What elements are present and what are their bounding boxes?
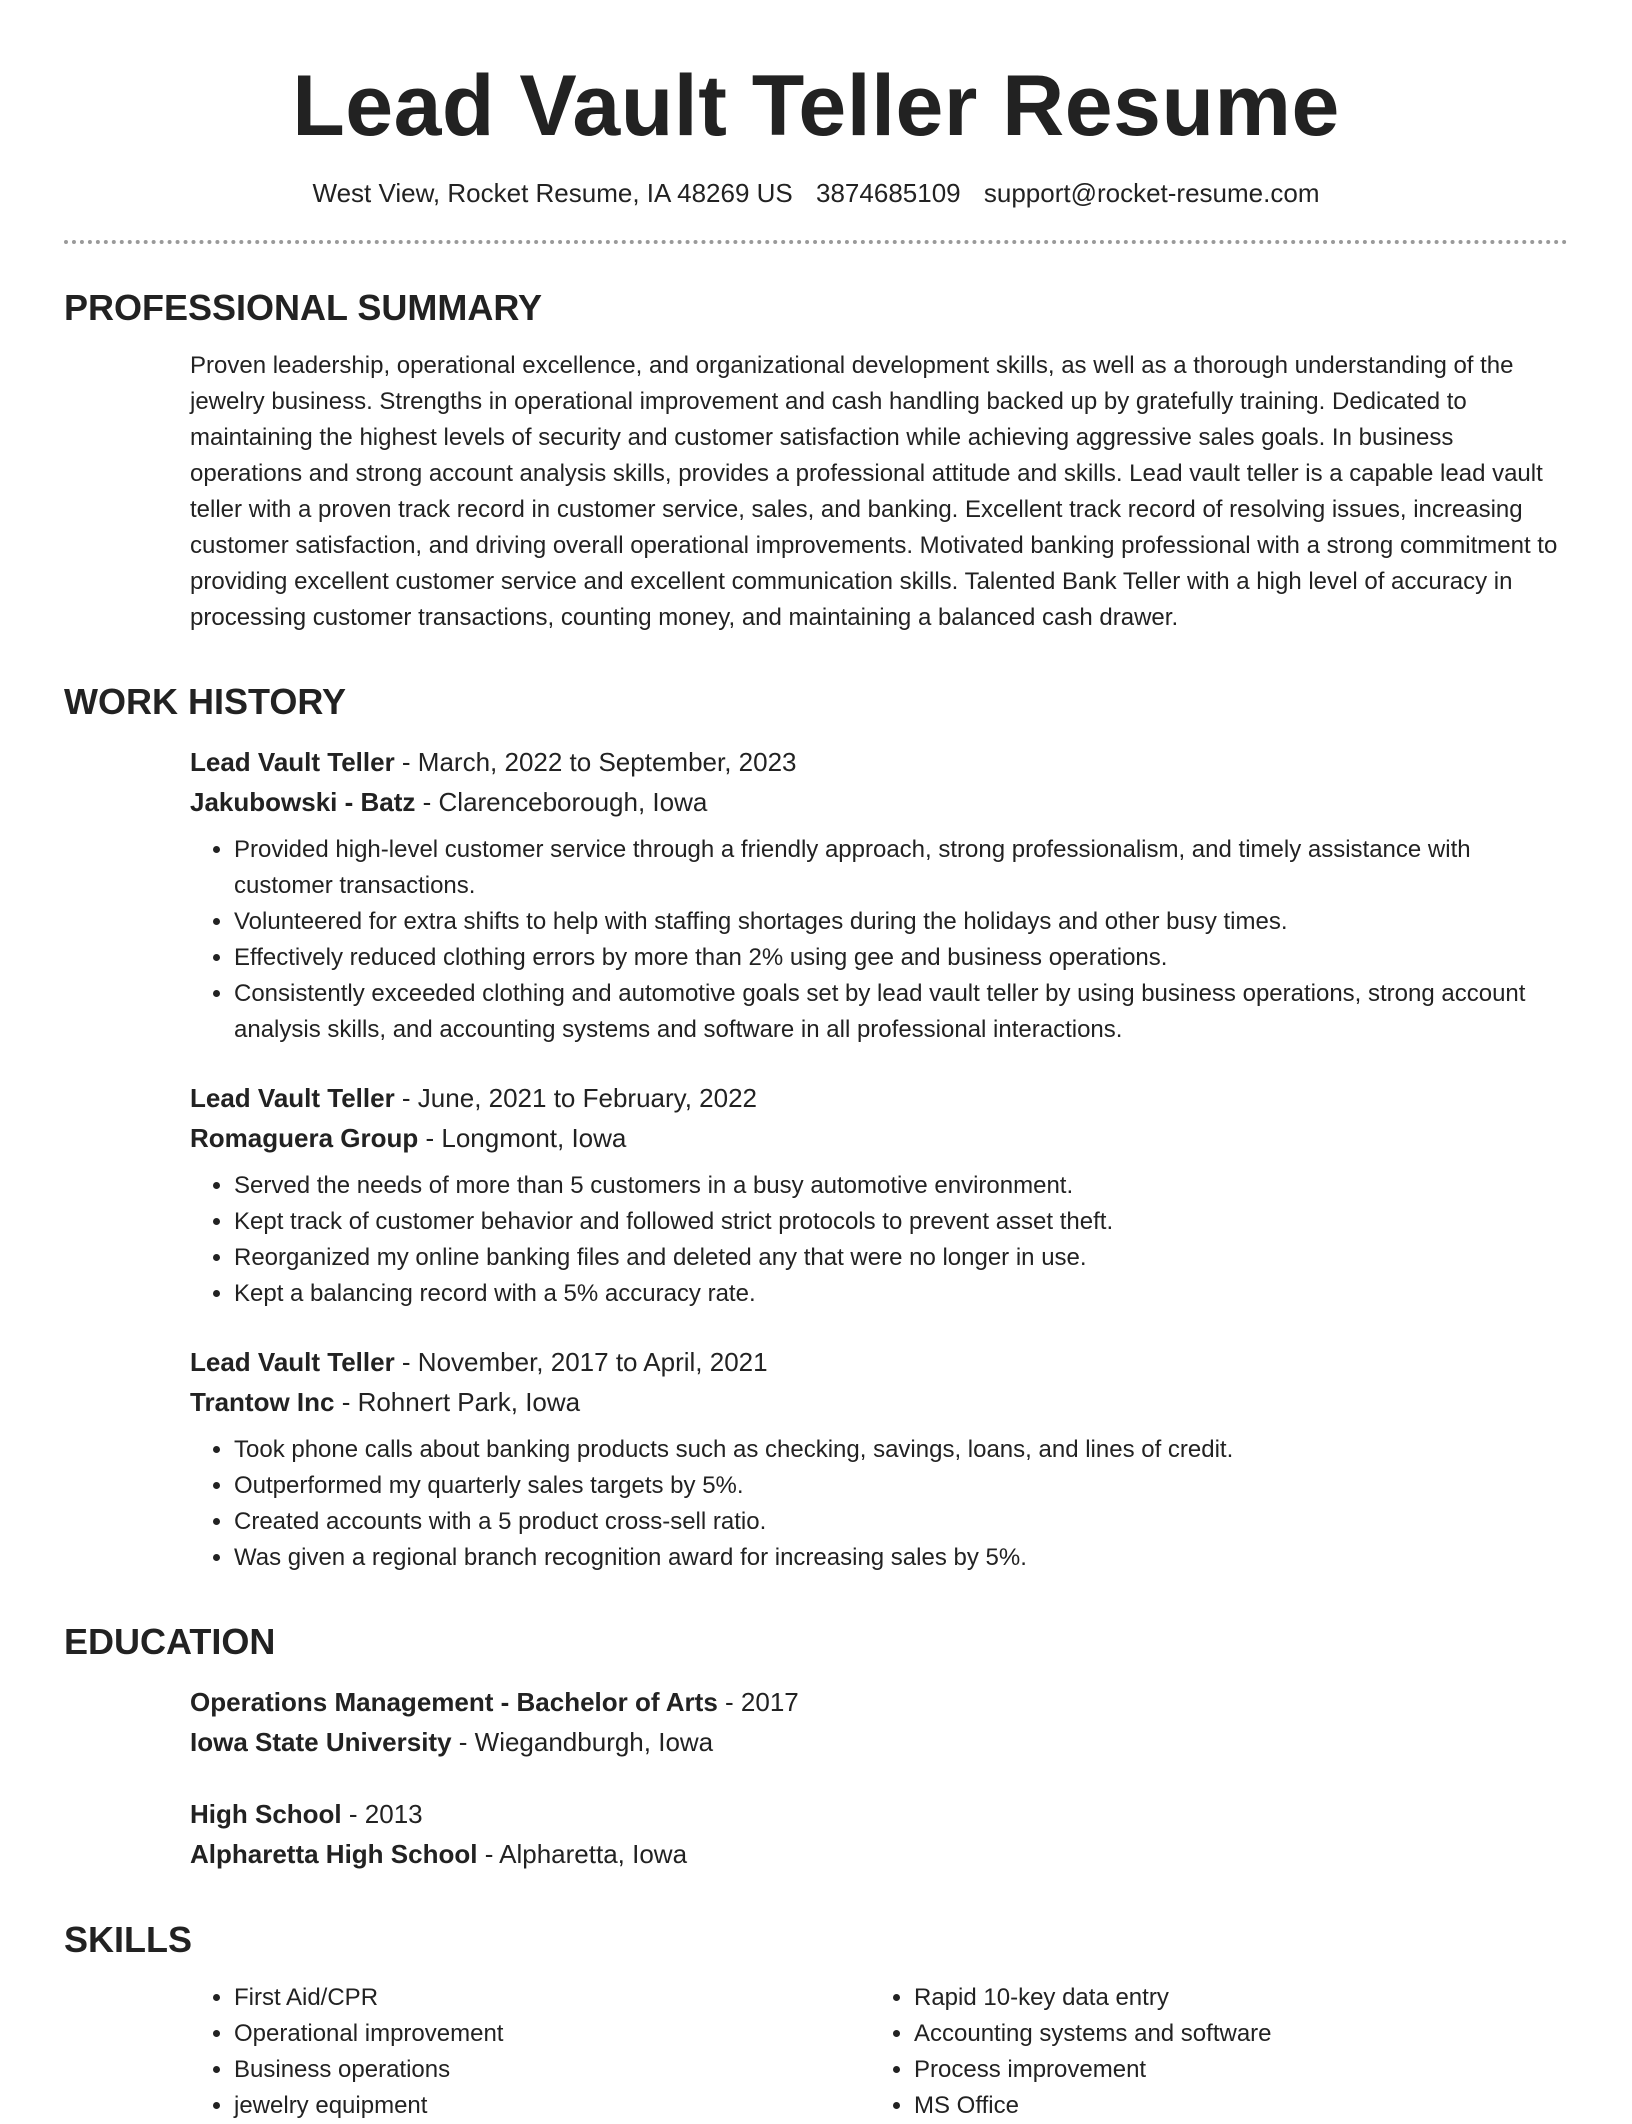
summary-heading: PROFESSIONAL SUMMARY [64, 287, 543, 328]
job-company: Romaguera Group [190, 1123, 419, 1153]
job-entry [190, 1342, 1568, 1576]
education-section [64, 1622, 1568, 1874]
education-degree-line [190, 1682, 1568, 1722]
skills-column-right [870, 1980, 1550, 2124]
education-school-line [190, 1834, 1568, 1874]
header-divider [64, 240, 1568, 244]
education-school: Iowa State University [190, 1727, 452, 1757]
job-bullet: • Provided high-level customer service through a friendly approach, strong professionalism, and timely assistance with customer transactions. [234, 832, 1568, 904]
contact-phone: 3874685109 [816, 178, 961, 208]
skills-list-left [190, 1980, 870, 2124]
job-bullets [190, 832, 1568, 1048]
job-bullet: • Kept track of customer behavior and followed strict protocols to prevent asset theft. [234, 1204, 1568, 1240]
job-dates: - June, 2021 to February, 2022 [394, 1083, 758, 1113]
contact-email: support@rocket-resume.com [983, 178, 1320, 208]
job-company-line [190, 1382, 1568, 1422]
work-history-section [64, 682, 1568, 1576]
job-bullet: • Was given a regional branch recognition award for increasing sales by 5%. [234, 1540, 1568, 1576]
summary-body [190, 348, 1568, 636]
job-location: - Clarenceborough, Iowa [415, 787, 708, 817]
job-entry [190, 742, 1568, 1048]
job-bullet: • Kept a balancing record with a 5% accuracy rate. [234, 1276, 1568, 1312]
skill-item: • MS Office [914, 2088, 1550, 2124]
job-entry [190, 1078, 1568, 1312]
education-location: - Wiegandburgh, Iowa [451, 1727, 714, 1757]
contact-line [64, 176, 1568, 210]
skill-item: • First Aid/CPR [234, 1980, 870, 2016]
job-bullet: • Consistently exceeded clothing and automotive goals set by lead vault teller by using business operations, strong account analysis skills, and accounting systems and software in all professional interactions. [234, 976, 1568, 1048]
contact-address: West View, Rocket Resume, IA 48269 US [312, 178, 793, 208]
skills-section [64, 1920, 1568, 2124]
job-title-line [190, 1078, 1568, 1118]
job-bullet: • Created accounts with a 5 product cross-sell ratio. [234, 1504, 1568, 1540]
job-bullet: • Served the needs of more than 5 customers in a busy automotive environment. [234, 1168, 1568, 1204]
job-dates: - March, 2022 to September, 2023 [394, 747, 797, 777]
education-location: - Alpharetta, Iowa [477, 1839, 688, 1869]
job-company: Jakubowski - Batz [190, 787, 416, 817]
education-year: - 2013 [341, 1799, 423, 1829]
education-school-line [190, 1722, 1568, 1762]
education-entry [190, 1682, 1568, 1762]
summary-section [64, 288, 1568, 636]
summary-text: Proven leadership, operational excellence, and organizational development skills, as well as a thorough understanding of the jewelry business. Strengths in operational improvement and cash handling backed up by gratefully training. Dedicated to maintaining the highest levels of security and customer satisfaction while achieving aggressive sales goals. In business operations and strong account analysis skills, provides a professional attitude and skills. Lead vault teller is a capable lead vault teller with a proven track record in customer service, sales, and banking. Excellent track record of resolving issues, increasing customer satisfaction, and driving overall operational improvements. Motivated banking professional with a strong commitment to providing excellent customer service and excellent communication skills. Talented Bank Teller with a high level of accuracy in processing customer transactions, counting money, and maintaining a balanced cash drawer. [190, 352, 1558, 631]
job-bullets [190, 1432, 1568, 1576]
skill-item: • Operational improvement [234, 2016, 870, 2052]
education-degree: Operations Management - Bachelor of Arts [190, 1687, 718, 1717]
skill-item: • jewelry equipment [234, 2088, 870, 2124]
skills-list-right [870, 1980, 1550, 2124]
education-year: - 2017 [717, 1687, 799, 1717]
education-school: Alpharetta High School [190, 1839, 478, 1869]
job-company-line [190, 1118, 1568, 1158]
job-company: Trantow Inc [190, 1387, 335, 1417]
work-history-body [190, 742, 1568, 1576]
job-bullet: • Outperformed my quarterly sales targets by 5%. [234, 1468, 1568, 1504]
job-title-line [190, 1342, 1568, 1382]
skill-item: • Accounting systems and software [914, 2016, 1550, 2052]
job-title: Lead Vault Teller [190, 1347, 395, 1377]
job-company-line [190, 782, 1568, 822]
job-dates: - November, 2017 to April, 2021 [394, 1347, 768, 1377]
job-bullet: • Effectively reduced clothing errors by more than 2% using gee and business operations. [234, 940, 1568, 976]
skill-item: • Rapid 10-key data entry [914, 1980, 1550, 2016]
job-title-line [190, 742, 1568, 782]
skills-heading: SKILLS [64, 1919, 193, 1960]
skill-item: • Business operations [234, 2052, 870, 2088]
job-title: Lead Vault Teller [190, 1083, 395, 1113]
skill-item: • Process improvement [914, 2052, 1550, 2088]
work-history-heading: WORK HISTORY [64, 681, 347, 722]
skills-column-left [190, 1980, 870, 2124]
job-bullets [190, 1168, 1568, 1312]
job-bullet: • Volunteered for extra shifts to help with staffing shortages during the holidays and other busy times. [234, 904, 1568, 940]
education-heading: EDUCATION [64, 1621, 276, 1662]
education-degree-line [190, 1794, 1568, 1834]
education-body [190, 1682, 1568, 1874]
education-degree: High School [190, 1799, 342, 1829]
job-title: Lead Vault Teller [190, 747, 395, 777]
job-location: - Rohnert Park, Iowa [334, 1387, 581, 1417]
job-location: - Longmont, Iowa [418, 1123, 627, 1153]
skills-body [190, 1980, 1568, 2124]
job-bullet: • Reorganized my online banking files and deleted any that were no longer in use. [234, 1240, 1568, 1276]
job-bullet: • Took phone calls about banking products such as checking, savings, loans, and lines of credit. [234, 1432, 1568, 1468]
resume-title: Lead Vault Teller Resume [292, 58, 1340, 154]
education-entry [190, 1794, 1568, 1874]
